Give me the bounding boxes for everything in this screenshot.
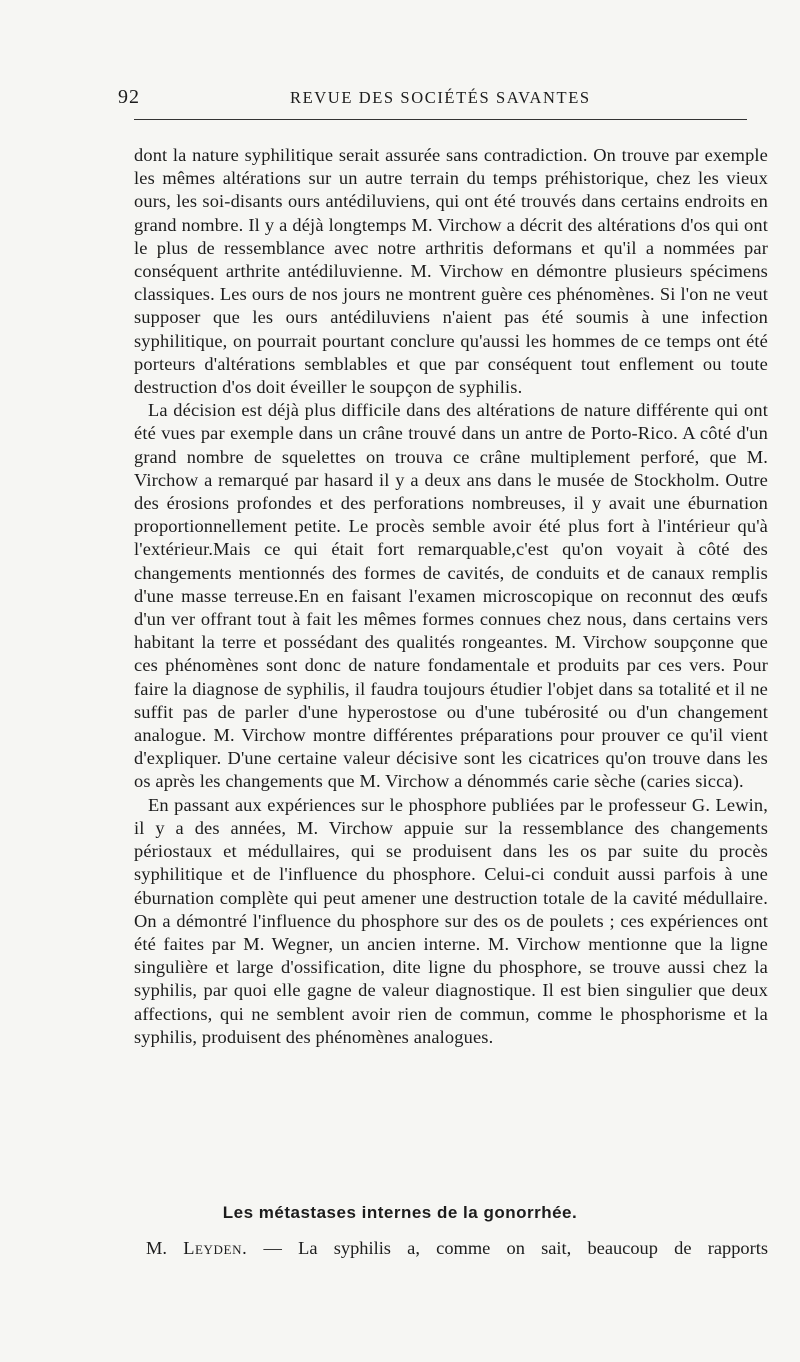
author-name: Leyden. — [183, 1238, 248, 1258]
paragraph-1: dont la nature syphilitique serait assurée sans contradiction. On trouve par exemple les mêmes altérations sur un autre terrain du temps préhistorique, chez les vieux ours, les soi-disants ours antédiluviens, qui ont été trouvés dans certains endroits en grand nombre. Il y a déjà longtemps M. Virchow a décrit des altérations d'os qui ont le plus de ressemblance avec notre arthritis deformans et qu'il a nommées par conséquent arthrite antédiluvienne. M. Virchow en démontre plusieurs spécimens classiques. Les ours de nos jours ne montrent guère ces phénomènes. Si l'on ne veut supposer que les ours antédiluviens n'aient pas été soumis à une infection syphilitique, on pourrait pourtant conclure qu'aussi les hommes de ce temps ont été porteurs d'altérations semblables et que par conséquent tout enflement ou toute destruction d'os doit éveiller le soupçon de syphilis. — [134, 145, 768, 398]
header-rule — [134, 119, 747, 120]
paragraph-3: En passant aux expériences sur le phosphore publiées par le professeur G. Lewin, il y a des années, M. Virchow appuie sur la ressemblance des changements périostaux et médullaires, qui se produisent dans les os par suite du procès syphilitique et de l'influence du phosphore. Celui-ci conduit aussi parfois à une éburnation complète qui peut amener une destruction totale de la cavité médullaire. On a démontré l'influence du phosphore sur des os de poulets ; ces expériences ont été faites par M. Wegner, un ancien interne. M. Virchow mentionne que la ligne singulière et large d'ossification, dite ligne du phosphore, se trouve aussi chez la syphilis, par quoi elle gagne de valeur diagnostique. Il est bien singulier que deux affections, qui ne semblent avoir rien de commun, comme le phosphorisme et la syphilis, produisent des phénomènes analogues. — [134, 794, 768, 1047]
page-number: 92 — [118, 86, 140, 108]
body-text — [134, 144, 768, 1049]
section-title: Les métastases internes de la gonorrhée. — [222, 1203, 578, 1222]
next-paragraph-text: — La syphilis a, comme on sait, beaucoup de rapports — [263, 1238, 768, 1258]
paragraph-2: La décision est déjà plus difficile dans des altérations de nature différente qui ont été vues par exemple dans un crâne trouvé dans un antre de Porto-Rico. A côté d'un grand nombre de squelettes on trouva ce crâne multiplement perforé, que M. Virchow a remarqué par hasard il y a deux ans dans le musée de Stockholm. Outre des érosions profondes et des perforations nombreuses, il y avait une éburnation proportionnellement petite. Le procès semble avoir été plus fort à l'intérieur qu'à l'extérieur.Mais ce qui était fort remarquable,c'est qu'on voyait à côté des changements mentionnés des formes de cavités, de conduits et de canaux remplis d'une masse terreuse.En en faisant l'examen microscopique on reconnut des œufs d'un ver offrant tout à fait les mêmes formes connues chez nous, dans certains vers habitant la terre et possédant des qualités rongeantes. M. Virchow soupçonne que ces phénomènes sont donc de nature fondamentale et produits par ces vers. Pour faire la diagnose de syphilis, il faudra toujours étudier l'objet dans sa totalité et il ne suffit pas de parler d'une hyperostose ou d'une tubérosité ou d'un changement analogue. M. Virchow montre différentes préparations pour prouver ce qu'il vient d'expliquer. D'une certaine valeur décisive sont les cicatrices qu'on trouve dans les os après les changements que M. Virchow a dénommés carie sèche (caries sicca). — [134, 400, 768, 792]
page-header — [118, 80, 750, 114]
next-paragraph-line — [146, 1238, 768, 1259]
author-prefix: M. — [146, 1238, 167, 1258]
running-head: REVUE DES SOCIÉTÉS SAVANTES — [290, 88, 591, 107]
